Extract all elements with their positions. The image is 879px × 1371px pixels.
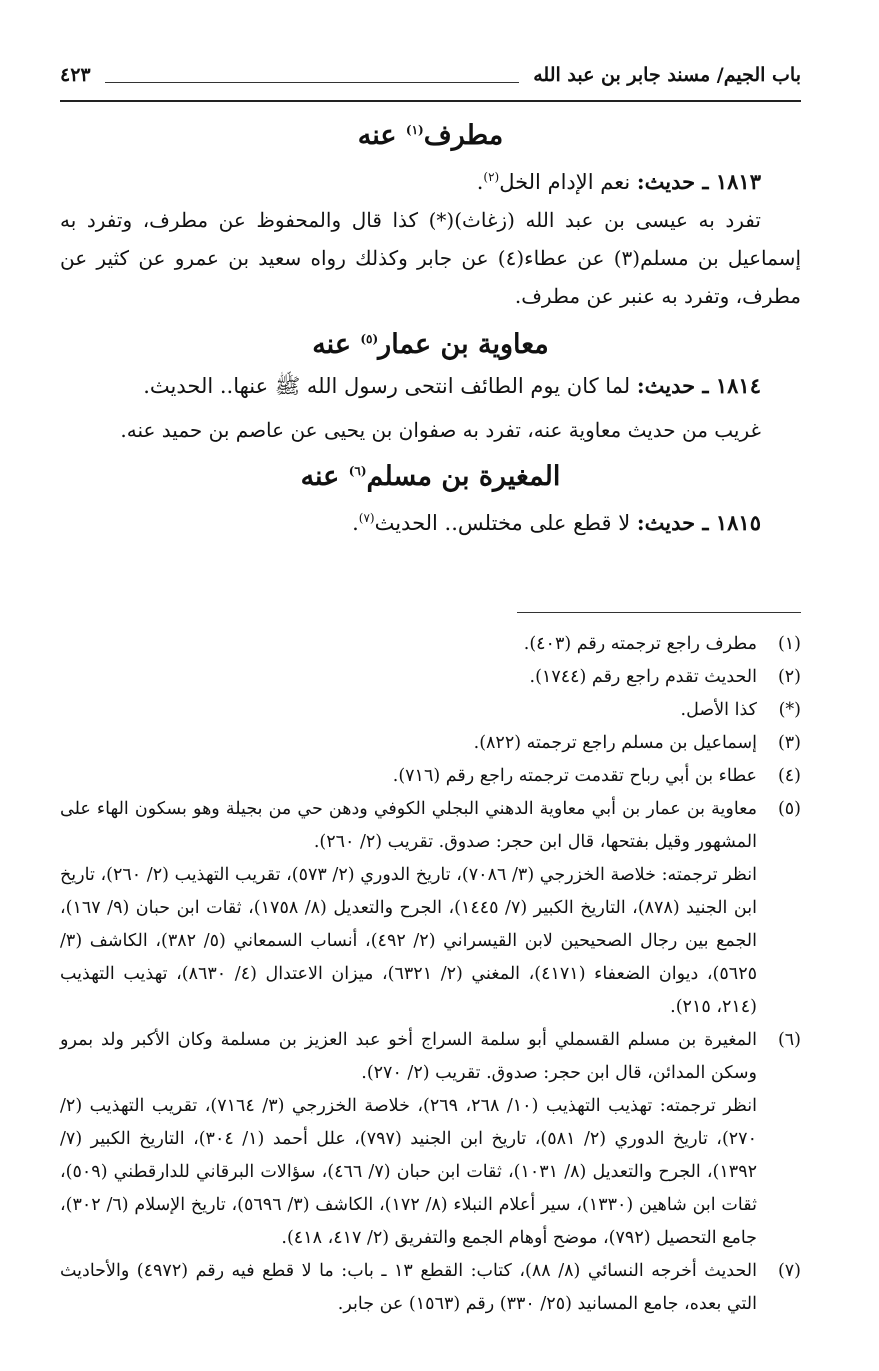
hadith-number: ١٨١٣ ـ حديث: xyxy=(636,169,761,194)
section-title-mughira: المغيرة بن مسلم$^{(٦)}$ عنه xyxy=(300,461,561,492)
footnote-7: (٧) الحديث أخرجه النسائي (٨/ ٨٨)، كتاب: القطع ١٣ ـ باب: ما لا قطع فيه رقم (٤٩٧٢) والأحاديث التي بعده، جامع المسانيد (٢٥/ ٣٣٠) رقم (١٥٦٣) عن جابر. xyxy=(60,1261,801,1314)
footnote-separator xyxy=(517,612,801,613)
footnote-1: (١) مطرف راجع ترجمته رقم (٤٠٣). xyxy=(523,634,801,654)
main-text xyxy=(60,108,801,542)
hadith-number: ١٨١٤ ـ حديث: xyxy=(636,373,761,398)
commentary-paragraph: غريب من حديث معاوية عنه، تفرد به صفوان بن يحيى عن عاصم بن حميد عنه. xyxy=(120,418,761,442)
footnote-6-sources: انظر ترجمته: تهذيب التهذيب (١٠/ ٢٦٨، ٢٦٩)، خلاصة الخزرجي (٣/ ٧١٦٤)، تقريب التهذيب (٢/ ٢٧٠)، تاريخ الدوري (٢/ ٥٨١)، تاريخ ابن الجنيد (٧٩٧)، علل أحمد (١/ ٣٠٤)، التاريخ الكبير (٧/ ١٣٩٢)، الجرح والتعديل (٨/ ١٠٣١)، ثقات ابن حبان (٧/ ٤٦٦)، سؤالات البرقاني للدارقطني (٥٠٩)، ثقات ابن شاهين (١٣٣٠)، سير أعلام النبلاء (٨/ ١٧٢)، الكاشف (٣/ ٥٦٩٦)، تاريخ الإسلام (٦/ ٣٠٢)، جامع التحصيل (٧٩٢)، موضح أوهام الجمع والتفريق (٢/ ٤١٧، ٤١٨). xyxy=(60,1096,757,1248)
footnote-star: (*) كذا الأصل. xyxy=(680,700,801,720)
section-title-mutarrif: مطرف$^{(١)}$ عنه xyxy=(357,120,504,151)
hadith-number: ١٨١٥ ـ حديث: xyxy=(636,510,761,535)
header-rule xyxy=(60,100,801,102)
footnote-5-sources: انظر ترجمته: خلاصة الخزرجي (٣/ ٧٠٨٦)، تاريخ الدوري (٢/ ٥٧٣)، تقريب التهذيب (٢/ ٢٦٠)، تاريخ ابن الجنيد (٨٧٨)، التاريخ الكبير (٧/ ١٤٤٥)، الجرح والتعديل (٨/ ١٧٥٨)، ثقات ابن حبان (٩/ ١٦٧)، الجمع بين رجال الصحيحين لابن القيسراني (٢/ ٤٩٢)، أنساب السمعاني (٥/ ٣٨٢)، الكاشف (٣/ ٥٦٢٥)، ديوان الضعفاء (٤١٧١)، المغني (٢/ ٦٣٢١)، ميزان الاعتدال (٤/ ٨٦٣٠)، تهذيب التهذيب (٢١٤، ٢١٥). xyxy=(60,865,757,1017)
footnote-6: (٦) المغيرة بن مسلم القسملي أبو سلمة السراج أخو عبد العزيز بن مسلمة وكان الأكبر ولد بمرو وسكن المدائن، قال ابن حجر: صدوق. تقريب (٢/ ٢٧٠). xyxy=(60,1030,801,1083)
footnote-3: (٣) إسماعيل بن مسلم راجع ترجمته (٨٢٢). xyxy=(473,733,801,753)
page-number: ٤٢٣ xyxy=(60,64,91,86)
hadith-1814: ١٨١٤ ـ حديث: لما كان يوم الطائف انتحى رسول الله ﷺ عنها.. الحديث. xyxy=(143,373,761,398)
footnotes xyxy=(60,628,801,1321)
commentary-paragraph: تفرد به عيسى بن عبد الله (زغاث)(*) كذا قال والمحفوظ عن مطرف، وتفرد به إسماعيل بن مسلم(٣) عن عطاء(٤) عن جابر وكذلك رواه سعيد بن عمرو عن كثير عن مطرف، وتفرد به عنبر عن مطرف. xyxy=(60,208,801,308)
hadith-1813: ١٨١٣ ـ حديث: نعم الإدام الخل$^{(٢)}$. xyxy=(476,169,761,194)
footnote-4: (٤) عطاء بن أبي رباح تقدمت ترجمته راجع رقم (٧١٦). xyxy=(392,766,801,786)
running-header xyxy=(60,58,801,92)
header-line xyxy=(105,68,520,83)
footnote-5: (٥) معاوية بن عمار بن أبي معاوية الدهني البجلي الكوفي ودهن حي من بجيلة وهو بسكون الهاء على المشهور وقيل بفتحها، قال ابن حجر: صدوق. تقريب (٢/ ٢٦٠). xyxy=(60,799,801,852)
footnote-2: (٢) الحديث تقدم راجع رقم (١٧٤٤). xyxy=(529,667,801,687)
header-title: باب الجيم/ مسند جابر بن عبد الله xyxy=(533,64,801,86)
hadith-1815: ١٨١٥ ـ حديث: لا قطع على مختلس.. الحديث$^{(٧)}$. xyxy=(352,510,761,535)
section-title-muawiya: معاوية بن عمار$^{(٥)}$ عنه xyxy=(312,329,549,360)
